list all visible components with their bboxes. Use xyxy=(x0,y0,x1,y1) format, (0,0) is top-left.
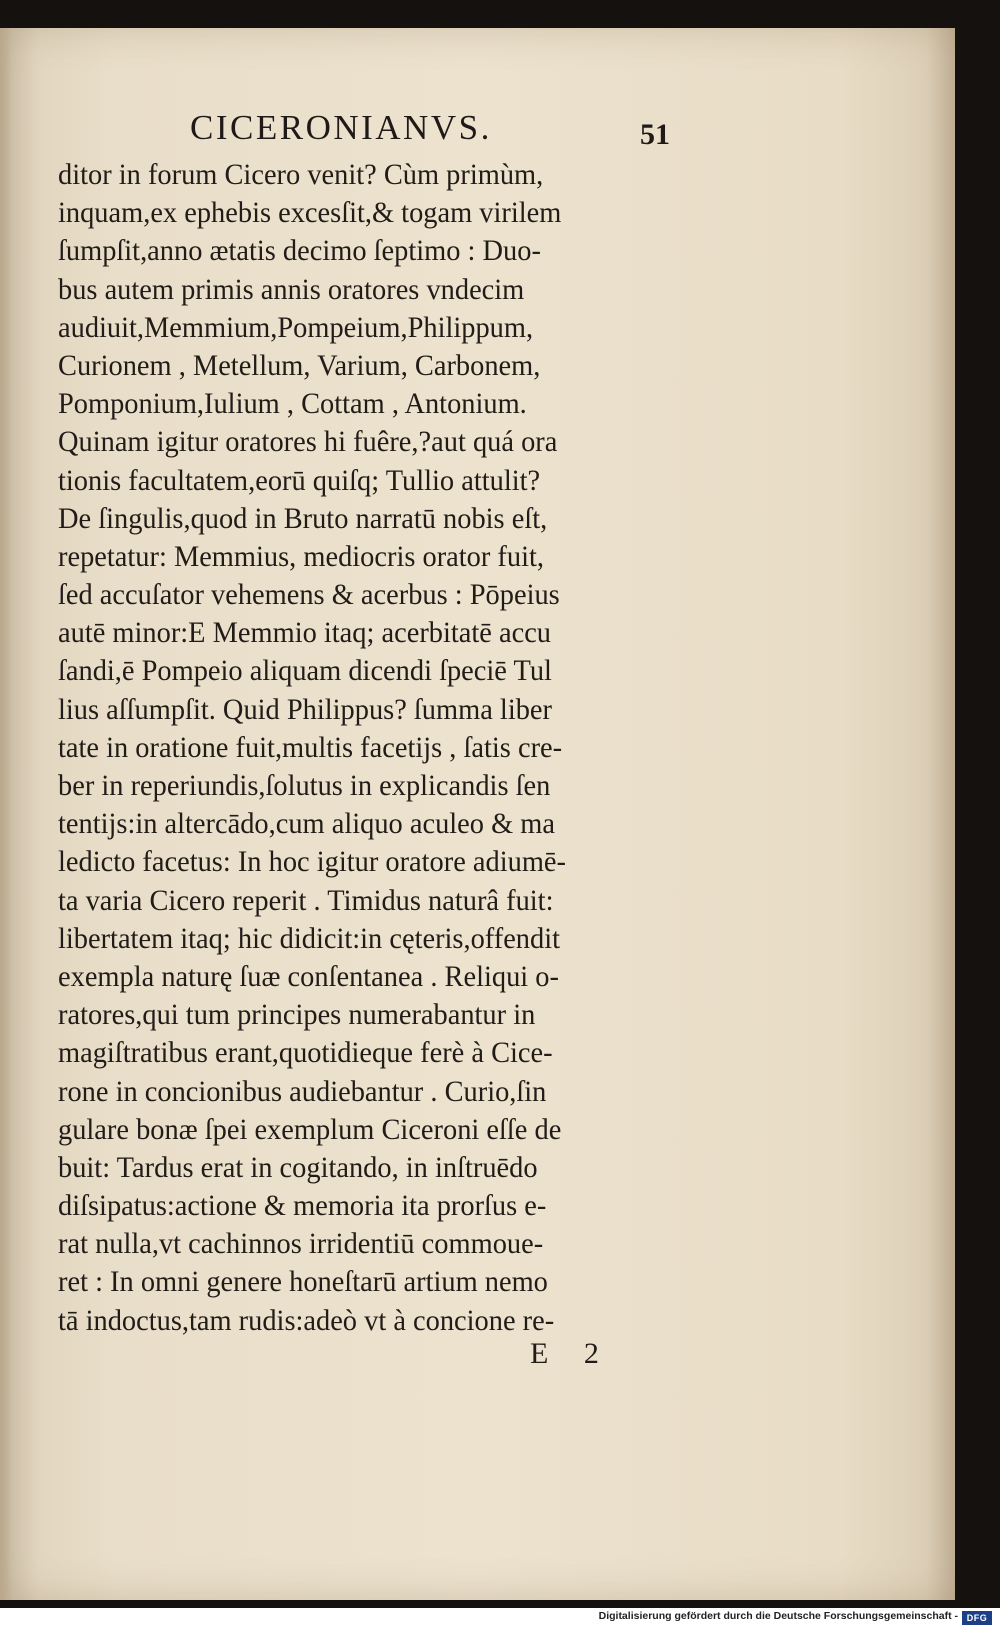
text-line: tā indoctus,tam rudis:adeò vt à concione re- xyxy=(58,1303,555,1337)
body-text xyxy=(58,156,718,1340)
text-line: exempla naturę ſuæ conſentanea . Reliqui o- xyxy=(58,959,559,993)
text-line: tentijs:in altercādo,cum aliquo aculeo & ma xyxy=(58,807,555,841)
text-line: autē minor:E Memmio itaq; acerbitatē accu xyxy=(58,616,552,650)
page-number: 51 xyxy=(640,118,670,151)
text-line: Pomponium,Iulium , Cottam , Antonium. xyxy=(58,387,527,421)
text-line: rone in concionibus audiebantur . Curio,ſin xyxy=(58,1074,547,1108)
text-line: repetatur: Memmius, mediocris orator fuit, xyxy=(58,539,544,573)
text-line: buit: Tardus erat in cogitando, in inſtruēdo xyxy=(58,1150,538,1184)
footer-credit: Digitalisierung gefördert durch die Deutsche Forschungsgemeinschaft - xyxy=(598,1610,958,1622)
dfg-logo: DFG xyxy=(962,1611,992,1625)
text-line: De ſingulis,quod in Bruto narratū nobis eſt, xyxy=(58,501,548,535)
text-line: ta varia Cicero reperit . Timidus naturâ fuit: xyxy=(58,883,554,917)
text-line: libertatem itaq; hic didicit:in cęteris,offendit xyxy=(58,921,561,955)
digitization-footer xyxy=(0,1608,1000,1629)
text-line: ber in reperiundis,ſolutus in explicandis ſen xyxy=(58,769,551,802)
text-line: ditor in forum Cicero venit? Cùm primùm, xyxy=(58,158,544,191)
text-line: lius aſſumpſit. Quid Philippus? ſumma liber xyxy=(58,692,552,726)
text-line: magiſtratibus erant,quotidieque ferè à Cice- xyxy=(58,1036,553,1070)
text-line: bus autem primis annis oratores vndecim xyxy=(58,272,525,306)
text-line: diſsipatus:actione & memoria ita prorſus e- xyxy=(58,1189,547,1223)
text-line: ſumpſit,anno ætatis decimo ſeptimo : Duo- xyxy=(58,234,541,268)
text-line: ratores,qui tum principes numerabantur in xyxy=(58,998,536,1032)
running-head: CICERONIANVS. xyxy=(190,108,492,147)
text-line: gulare bonæ ſpei exemplum Ciceroni eſſe de xyxy=(58,1112,562,1146)
page-gutter-edge xyxy=(0,28,12,1600)
text-line: tionis facultatem,eorū quiſq; Tullio attulit? xyxy=(58,463,541,497)
text-line: inquam,ex ephebis excesſit,& togam virilem xyxy=(58,196,562,230)
text-line: rat nulla,vt cachinnos irridentiū commoue- xyxy=(58,1227,544,1261)
text-line: ret : In omni genere honeſtarū artium nemo xyxy=(58,1265,548,1299)
text-line: tate in oratione fuit,multis facetijs , ſatis cre- xyxy=(58,730,563,764)
text-line: ledicto facetus: In hoc igitur oratore adiumē- xyxy=(58,845,567,879)
text-line: ſandi,ē Pompeio aliquam dicendi ſpeciē Tul xyxy=(58,654,552,688)
text-line: audiuit,Memmium,Pompeium,Philippum, xyxy=(58,310,534,344)
text-line: Quinam igitur oratores hi fuêre,?aut quá ora xyxy=(58,425,558,459)
text-line: ſed accuſator vehemens & acerbus : Pōpeius xyxy=(58,578,560,612)
text-line: Curionem , Metellum, Varium, Carbonem, xyxy=(58,348,541,382)
signature-mark: E 2 xyxy=(530,1337,613,1370)
